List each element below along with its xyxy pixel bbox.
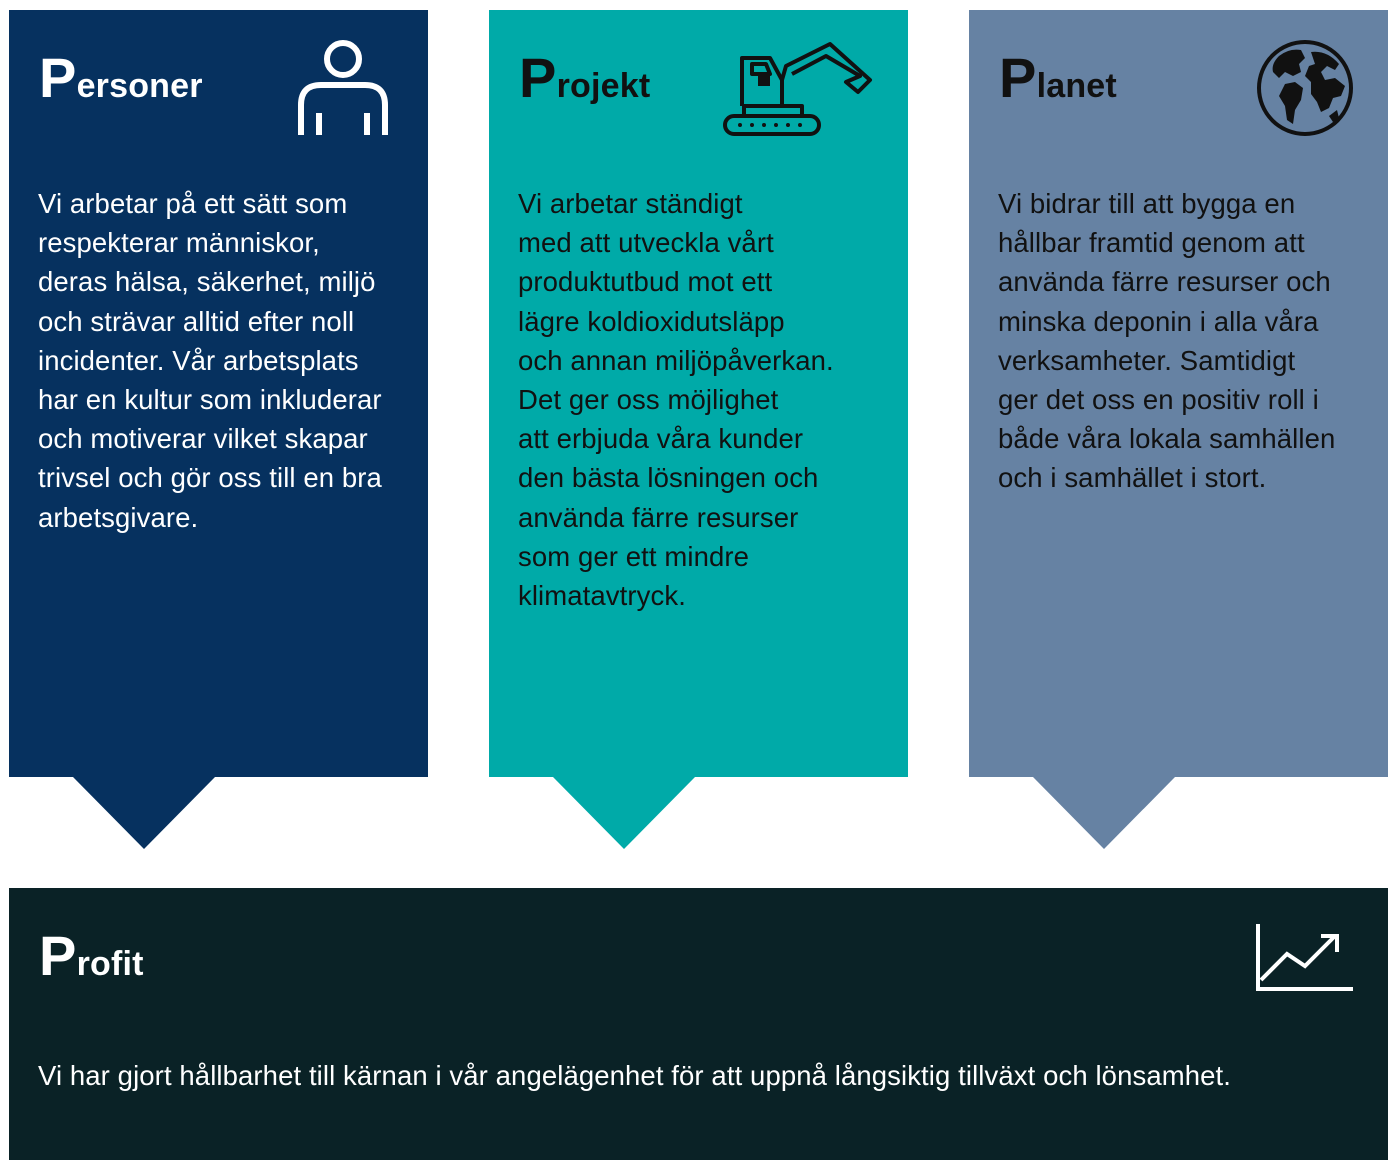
- personer-arrow: [73, 777, 215, 849]
- personer-title-initial: P: [39, 46, 77, 109]
- personer-title: [39, 46, 203, 109]
- projekt-arrow: [553, 777, 695, 849]
- profit-title-initial: P: [39, 924, 77, 987]
- personer-title-rest: ersoner: [76, 67, 203, 105]
- personer-body: Vi arbetar på ett sätt som respekterar människor, deras hälsa, säkerhet, miljö och strävar alltid efter noll incidenter. Vår arbetsplats har en kultur som inkluderar och motiverar vilket skapar trivsel och gör oss till en bra arbetsgivare.: [38, 188, 382, 533]
- planet-title-rest: lanet: [1036, 67, 1117, 105]
- planet-title: [999, 46, 1117, 109]
- projekt-card: [489, 10, 908, 777]
- projekt-body: Vi arbetar ständigt med att utveckla vårt produktutbud mot ett lägre koldioxidutsläpp och annan miljöpåverkan. Det ger oss möjlighet att erbjuda våra kunder den bästa lösningen och använda färre resurser som ger ett mindre klimatavtryck.: [518, 188, 834, 612]
- excavator-icon: [722, 40, 876, 138]
- projekt-title-initial: P: [519, 46, 557, 109]
- growth-chart-icon: [1253, 922, 1355, 994]
- profit-title-rest: rofit: [76, 945, 144, 983]
- profit-title: [39, 924, 144, 987]
- globe-icon: [1255, 38, 1355, 138]
- projekt-title-rest: rojekt: [556, 67, 651, 105]
- personer-card: [9, 10, 428, 777]
- planet-title-initial: P: [999, 46, 1037, 109]
- profit-body: Vi har gjort hållbarhet till kärnan i vår angelägenhet för att uppnå långsiktig tillväxt och lönsamhet.: [38, 1060, 1231, 1091]
- planet-arrow: [1033, 777, 1175, 849]
- planet-body: Vi bidrar till att bygga en hållbar framtid genom att använda färre resurser och minska deponin i alla våra verksamheter. Samtidigt ger det oss en positiv roll i både våra lokala samhällen och i samhället i stort.: [998, 188, 1336, 494]
- person-icon: [295, 39, 391, 137]
- profit-panel: [9, 888, 1388, 1160]
- planet-card: [969, 10, 1388, 777]
- projekt-title: [519, 46, 651, 109]
